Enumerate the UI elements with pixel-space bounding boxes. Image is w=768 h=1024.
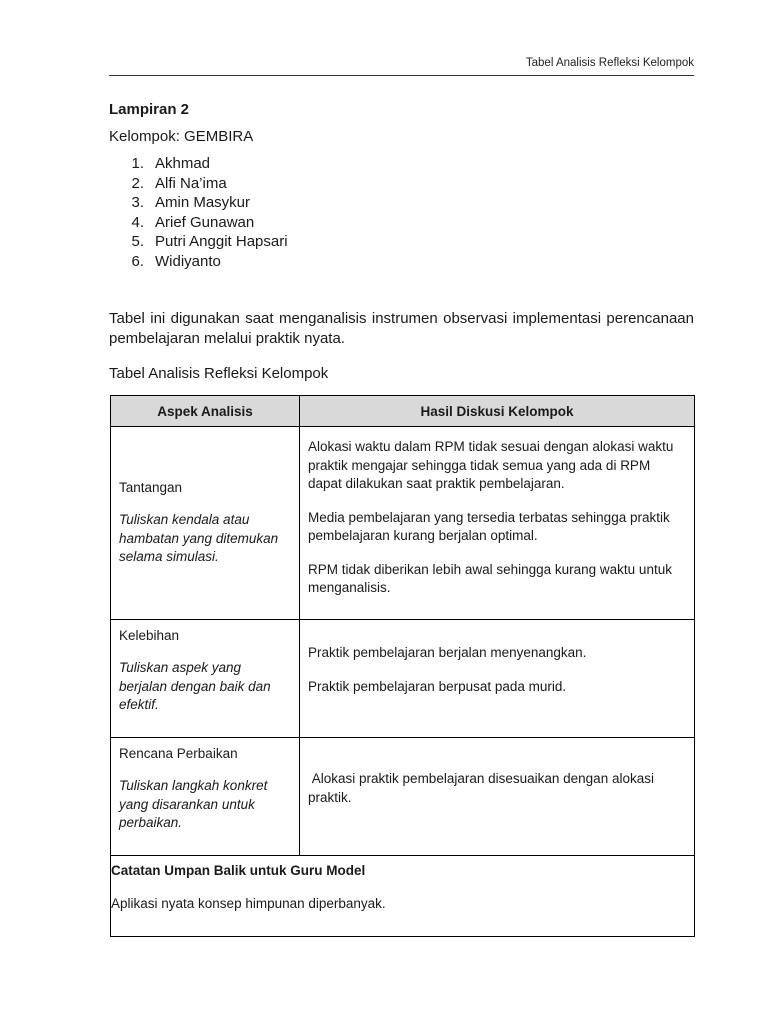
- list-item: [109, 232, 694, 252]
- member-name: Widiyanto: [155, 252, 221, 270]
- member-name: Akhmad: [155, 155, 211, 172]
- running-header: Tabel Analisis Refleksi Kelompok: [525, 57, 694, 69]
- column-header-hasil: Hasil Diskusi Kelompok: [300, 396, 695, 427]
- result-text: Praktik pembelajaran berjalan menyenangkan.: [308, 645, 587, 660]
- appendix-heading: Lampiran 2: [109, 101, 190, 118]
- list-number: 1.: [131, 155, 144, 172]
- aspect-hint: Tuliskan aspek yang berjalan dengan baik dan efektif.: [119, 660, 271, 712]
- result-cell: [300, 427, 695, 620]
- group-label: Kelompok: GEMBIRA: [109, 128, 254, 145]
- aspect-title: Tantangan: [119, 480, 183, 496]
- result-cell: [300, 620, 695, 738]
- intro-paragraph: Tabel ini digunakan saat menganalisis instrumen observasi implementasi perencanaan pembelajaran melalui praktik nyata.: [109, 310, 694, 347]
- list-item: [109, 154, 694, 174]
- aspect-title: Rencana Perbaikan: [119, 746, 238, 761]
- list-item: [109, 252, 694, 272]
- result-text: Praktik pembelajaran berpusat pada murid.: [308, 678, 567, 694]
- result-text: Alokasi waktu dalam RPM tidak sesuai dengan alokasi waktu praktik mengajar sehingga tidak semua yang ada di RPM dapat dilakukan saat praktik pembelajaran.: [308, 439, 674, 491]
- member-name: Amin Masykur: [155, 194, 251, 211]
- member-name: Putri Anggit Hapsari: [155, 233, 288, 250]
- table-row: [111, 620, 695, 738]
- result-text: Media pembelajaran yang tersedia terbatas sehingga praktik pembelajaran kurang berjalan optimal.: [308, 509, 670, 543]
- table-row: [111, 427, 695, 620]
- table-header-row: [111, 396, 695, 427]
- list-number: 2.: [131, 174, 144, 192]
- document-body: [109, 101, 694, 382]
- feedback-text: Aplikasi nyata konsep himpunan diperbanyak.: [111, 896, 386, 911]
- aspect-cell: [111, 738, 300, 856]
- analysis-table: [110, 395, 695, 937]
- result-text: Alokasi praktik pembelajaran disesuaikan dengan alokasi praktik.: [308, 771, 658, 805]
- member-name: Arief Gunawan: [155, 213, 255, 231]
- member-name: Alfi Na’ima: [155, 174, 227, 192]
- feedback-row: [111, 856, 695, 937]
- list-item: [109, 174, 694, 194]
- result-text: RPM tidak diberikan lebih awal sehingga kurang waktu untuk menganalisis.: [308, 561, 672, 595]
- list-number: 5.: [131, 233, 144, 250]
- list-number: 3.: [131, 194, 144, 211]
- feedback-title: Catatan Umpan Balik untuk Guru Model: [111, 863, 366, 878]
- feedback-cell: [111, 856, 695, 937]
- column-header-aspek: Aspek Analisis: [111, 396, 300, 427]
- table-row: [111, 738, 695, 856]
- aspect-hint: Tuliskan langkah konkret yang disarankan untuk perbaikan.: [119, 778, 268, 830]
- aspect-title: Kelebihan: [119, 628, 180, 643]
- aspect-cell: [111, 620, 300, 738]
- result-cell: [300, 738, 695, 856]
- header-divider: [109, 75, 694, 76]
- aspect-hint: Tuliskan kendala atau hambatan yang ditemukan selama simulasi.: [119, 512, 279, 565]
- list-number: 4.: [131, 213, 144, 231]
- member-list: [109, 154, 694, 271]
- list-item: [109, 213, 694, 233]
- table-title: Tabel Analisis Refleksi Kelompok: [109, 365, 329, 382]
- list-item: [109, 193, 694, 213]
- aspect-cell: [111, 427, 300, 620]
- list-number: 6.: [131, 252, 144, 270]
